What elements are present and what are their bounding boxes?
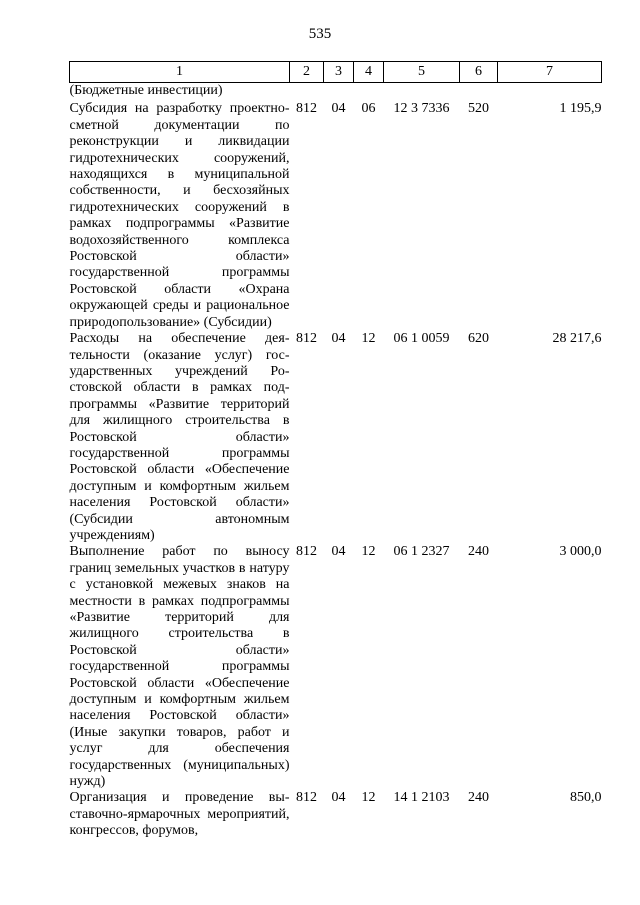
table-row bbox=[70, 544, 602, 790]
row-expense-type: 240 bbox=[468, 544, 489, 560]
row-expense-type: 620 bbox=[468, 331, 489, 347]
header-col-3: 3 bbox=[324, 62, 354, 83]
table-header bbox=[70, 62, 602, 83]
row-amount: 3 000,0 bbox=[559, 544, 602, 560]
row-description: Субсидия на разработку проектно-сметной документации по реконструкции и ликвидации гидротехнических сооружений, находящихся в муниципальной собственности, и бесхозяйных гидротехнических сооружений в рамках подпрограммы «Развитие водохозяйственного комплекса Ростовской области» государственной программы Ростовской области «Охрана окружающей среды и рациональное природопользование» (Субсидии) bbox=[69, 101, 290, 330]
row-target-code: 06 1 2327 bbox=[393, 544, 450, 560]
row-section: 04 bbox=[331, 790, 346, 806]
continuation-row bbox=[70, 83, 602, 102]
header-row bbox=[70, 62, 602, 83]
row-target-code: 12 3 7336 bbox=[393, 101, 450, 117]
page-number: 535 bbox=[308, 26, 332, 42]
row-description: Выполнение работ по выносу границ земельных участков в натуру с установкой межевых знаков на местности в рамках подпрограммы «Развитие территорий для жилищного строительства в Ростовской области» государственной программы Ростовской области «Обеспечение доступным и комфортным жильем населения Ростовской области» (Иные закупки товаров, работ и услуг для обеспечения государственных (муниципальных) нужд) bbox=[69, 544, 290, 790]
header-col-7: 7 bbox=[498, 62, 602, 83]
row-admin-code: 812 bbox=[296, 101, 317, 117]
table-row bbox=[70, 331, 602, 544]
budget-table bbox=[69, 61, 602, 840]
table-body bbox=[70, 83, 602, 840]
table-row bbox=[70, 101, 602, 331]
header-col-5: 5 bbox=[384, 62, 460, 83]
row-amount: 850,0 bbox=[570, 790, 602, 806]
row-subsection: 12 bbox=[361, 544, 376, 560]
row-admin-code: 812 bbox=[296, 790, 317, 806]
header-col-2: 2 bbox=[290, 62, 324, 83]
row-description: Расходы на обеспечение деятельности (оказание услуг) государственных учреждений Ростовской области в рамках подпрограммы «Развитие территорий для жилищного строительства в Ростовской области» государственной программы Ростовской области «Обеспечение доступным и комфортным жильем населения Ростовской области» (Субсидии автономным учреждениям) bbox=[69, 331, 290, 543]
row-admin-code: 812 bbox=[296, 331, 317, 347]
table-row bbox=[70, 790, 602, 839]
header-col-1: 1 bbox=[70, 62, 290, 83]
row-section: 04 bbox=[331, 331, 346, 347]
header-col-6: 6 bbox=[460, 62, 498, 83]
row-admin-code: 812 bbox=[296, 544, 317, 560]
row-section: 04 bbox=[331, 544, 346, 560]
row-subsection: 12 bbox=[361, 790, 376, 806]
row-subsection: 06 bbox=[361, 101, 376, 117]
header-col-4: 4 bbox=[354, 62, 384, 83]
row-description: Организация и проведение выставочно-ярмарочных мероприятий, конгрессов, форумов, bbox=[69, 790, 290, 839]
row-section: 04 bbox=[331, 101, 346, 117]
row-amount: 1 195,9 bbox=[559, 101, 602, 117]
row-amount: 28 217,6 bbox=[552, 331, 602, 347]
row-expense-type: 520 bbox=[468, 101, 489, 117]
row-target-code: 14 1 2103 bbox=[393, 790, 450, 806]
row-subsection: 12 bbox=[361, 331, 376, 347]
row-target-code: 06 1 0059 bbox=[393, 331, 450, 347]
row-expense-type: 240 bbox=[468, 790, 489, 806]
continuation-text: (Бюджетные инвестиции) bbox=[69, 83, 223, 98]
